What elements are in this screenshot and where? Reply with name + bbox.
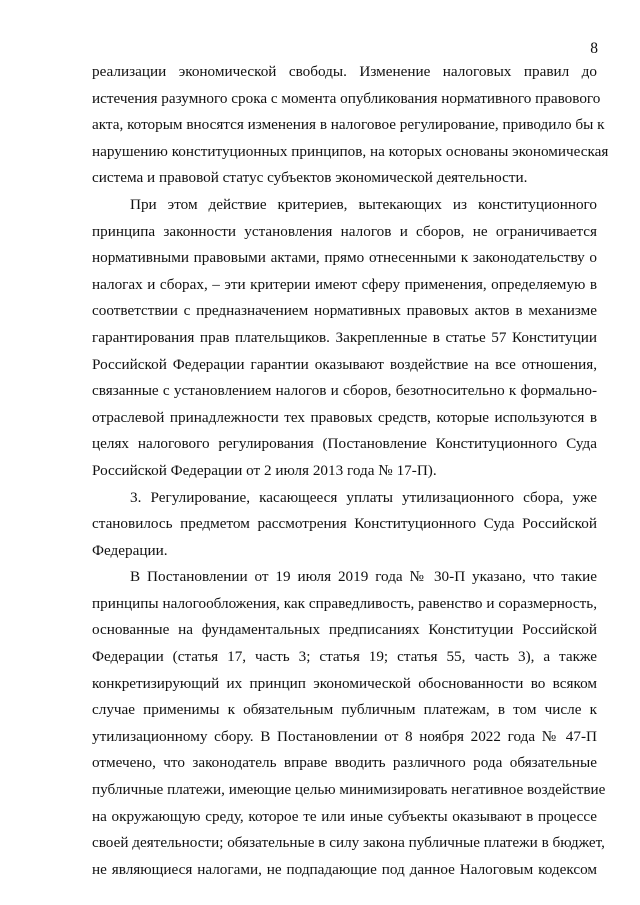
text-line: система и правовой статус субъектов экономической деятельности. — [92, 169, 528, 187]
text-line: основанные на фундаментальных предписаниях Конституции Российской — [92, 621, 597, 639]
text-line: акта, которым вносятся изменения в налоговое регулирование, приводило бы к — [92, 116, 605, 134]
text-line: публичные платежи, имеющие целью минимизировать негативное воздействие — [92, 781, 606, 799]
text-line: Федерации. — [92, 541, 168, 559]
text-line: реализации экономической свободы. Изменение налоговых правил до — [92, 63, 597, 80]
text-line: своей деятельности; обязательные в силу закона публичные платежи в бюджет, — [92, 834, 605, 852]
text-line: Российской Федерации гарантии оказывают воздействие на все отношения, — [92, 355, 597, 373]
text-line: 3. Регулирование, касающееся уплаты утилизационного сбора, уже — [130, 488, 597, 506]
text-line: принципы налогообложения, как справедливость, равенство и соразмерность, — [92, 594, 597, 612]
paragraph-p4 — [92, 564, 606, 883]
paragraph-p2 — [92, 192, 597, 485]
text-line: принципа законности установления налогов и сборов, не ограничивается — [92, 222, 597, 240]
text-line: отраслевой принадлежности тех правовых средств, которые используются в — [92, 408, 597, 426]
text-line: налогах и сборах, – эти критерии имеют сферу применения, определяемую в — [92, 275, 597, 293]
text-line: нормативными правовыми актами, прямо отнесенными к законодательству о — [92, 249, 597, 267]
document-body — [92, 59, 609, 883]
text-line: связанные с установлением налогов и сборов, безотносительно к формально- — [92, 382, 597, 400]
text-line: утилизационному сбору. В Постановлении от 8 ноября 2022 года № 47-П — [92, 727, 597, 745]
text-line: на окружающую среду, которое те или иные субъекты оказывают в процессе — [92, 807, 597, 825]
text-line: В Постановлении от 19 июля 2019 года № 30-П указано, что такие — [130, 568, 597, 586]
text-line: целях налогового регулирования (Постановление Конституционного Суда — [92, 435, 597, 453]
text-line: нарушению конституционных принципов, на которых основаны экономическая — [92, 142, 609, 160]
text-line: соответствии с предназначением нормативных правовых актов в механизме — [92, 302, 597, 320]
text-line: становилось предметом рассмотрения Конституционного Суда Российской — [92, 515, 597, 533]
page-number: 8 — [590, 40, 598, 57]
text-line: случае применимы к обязательным публичным платежам, в том числе к — [92, 701, 597, 719]
text-line: гарантирования прав плательщиков. Закрепленные в статье 57 Конституции — [92, 328, 597, 346]
text-line: отмечено, что законодатель вправе вводить различного рода обязательные — [92, 754, 597, 772]
text-line: истечения разумного срока с момента опубликования нормативного правового — [92, 89, 601, 107]
text-line: Российской Федерации от 2 июля 2013 года № 17-П). — [92, 461, 437, 479]
text-line: конкретизирующий их принцип экономической обоснованности во всяком — [92, 674, 597, 692]
text-line: При этом действие критериев, вытекающих из конституционного — [130, 195, 597, 213]
text-line: не являющиеся налогами, не подпадающие под данное Налоговым кодексом — [92, 860, 597, 878]
text-line: Федерации (статья 17, часть 3; статья 19; статья 55, часть 3), а также — [92, 648, 597, 666]
paragraph-p3 — [92, 485, 597, 565]
paragraph-p1 — [92, 59, 609, 192]
